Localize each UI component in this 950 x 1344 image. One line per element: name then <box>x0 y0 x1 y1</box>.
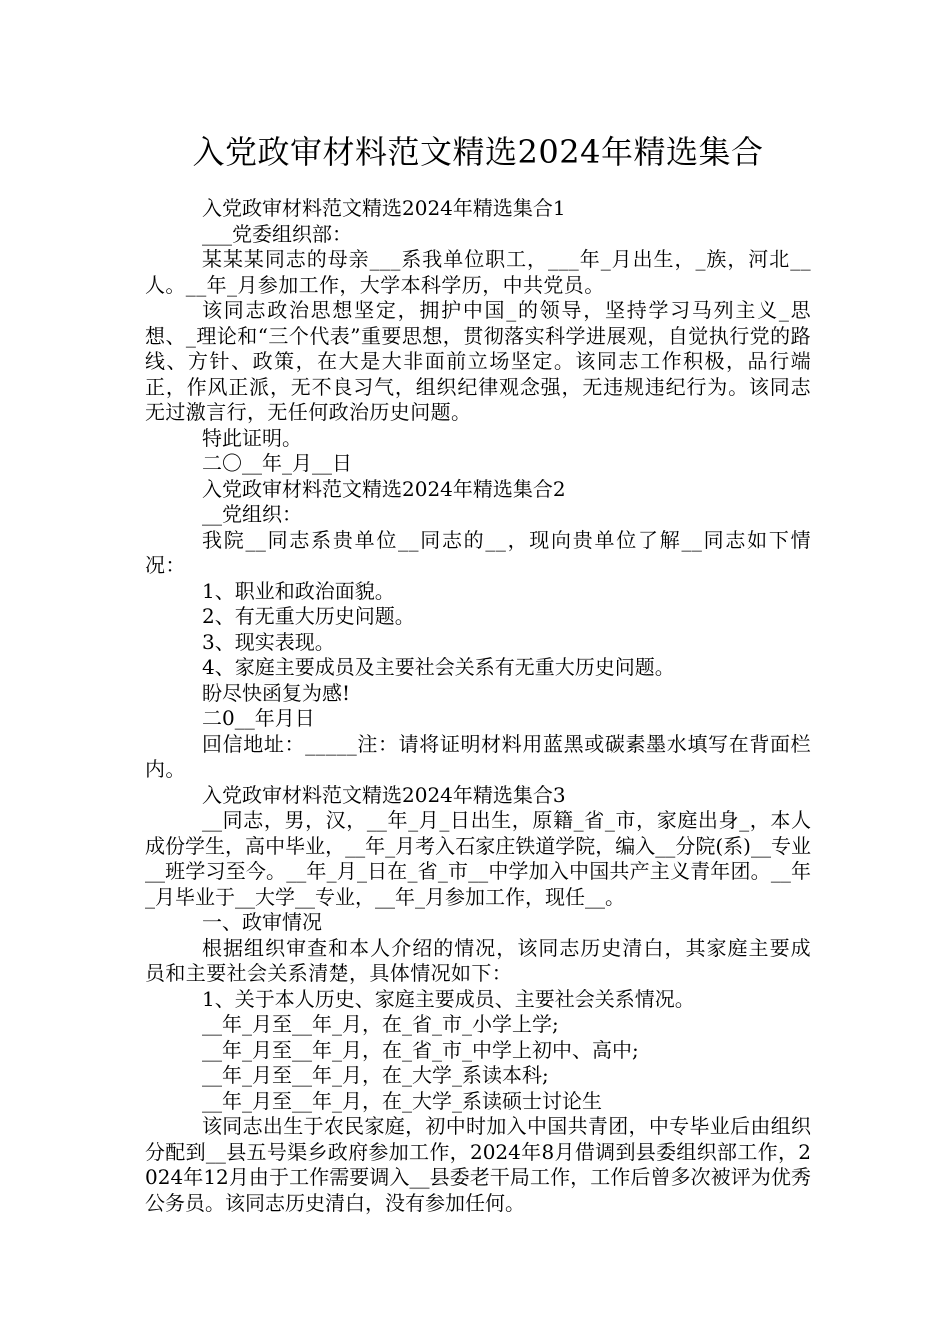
body-paragraph: __同志，男，汉，__年_月_日出生，原籍_省_市，家庭出身_，本人成份学生，高中毕业，__年_月考入石家庄铁道学院，编入__分院(系)__专业__班学习至今。__年_月_日在_省_市__中学加入中国共产主义青年团。__年_月毕业于__大学__专业，__年_月参加工作，现任__。 <box>145 808 811 909</box>
body-paragraph: 该同志出生于农民家庭，初中时加入中国共青团，中专毕业后由组织分配到__县五号渠乡政府参加工作，2024年8月借调到县委组织部工作，2024年12月由于工作需要调入__县委老干局工作，工作后曾多次被评为优秀公务员。该同志历史清白，没有参加任何。 <box>145 1114 811 1215</box>
section-heading-3: 入党政审材料范文精选2024年精选集合3 <box>202 782 566 807</box>
section-heading-1: 入党政审材料范文精选2024年精选集合1 <box>202 196 566 220</box>
list-item: 1、关于本人历史、家庭主要成员、主要社会关系情况。 <box>202 986 695 1011</box>
history-line: __年_月至__年_月，在_大学_系读硕士讨论生 <box>202 1088 602 1113</box>
closing-line: 特此证明。 <box>202 425 302 450</box>
document-title: 入党政审材料范文精选2024年精选集合 <box>192 133 764 171</box>
list-item: 3、现实表现。 <box>202 629 335 654</box>
list-item: 4、家庭主要成员及主要社会关系有无重大历史问题。 <box>202 655 675 679</box>
history-line: __年_月至__年_月，在_省_市_小学上学; <box>202 1012 559 1036</box>
date-line: 二0__年月日 <box>202 706 315 730</box>
history-line: __年_月至__年_月，在_省_市_中学上初中、高中; <box>202 1037 639 1062</box>
closing-line: 盼尽快函复为感! <box>202 680 351 705</box>
body-paragraph: 某某某同志的母亲___系我单位职工，___年_月出生，_族，河北__人。__年_月参加工作，大学本科学历，中共党员。 <box>145 247 811 297</box>
section-heading-2: 入党政审材料范文精选2024年精选集合2 <box>202 476 566 501</box>
addressee-line: ___党委组织部： <box>202 221 352 246</box>
addressee-line: __党组织： <box>202 502 302 526</box>
document-page <box>145 0 811 1216</box>
body-paragraph: 根据组织审查和本人介绍的情况，该同志历史清白，其家庭主要成员和主要社会关系清楚，具体情况如下： <box>145 935 811 985</box>
return-address-note: 回信地址：_____注：请将证明材料用蓝黑或碳素墨水填写在背面栏内。 <box>145 731 811 781</box>
history-line: __年_月至__年_月，在_大学_系读本科; <box>202 1063 549 1087</box>
subsection-heading: 一、政审情况 <box>202 910 322 934</box>
list-item: 1、职业和政治面貌。 <box>202 578 395 603</box>
body-paragraph: 我院__同志系贵单位__同志的__，现向贵单位了解__同志如下情况： <box>145 527 811 577</box>
list-item: 2、有无重大历史问题。 <box>202 604 415 628</box>
document-body <box>145 196 811 1216</box>
body-paragraph: 该同志政治思想坚定，拥护中国_的领导，坚持学习马列主义_思想、_理论和“三个代表”重要思想，贯彻落实科学进展观，自觉执行党的路线、方针、政策，在大是大非面前立场坚定。该同志工作积极，品行端正，作风正派，无不良习气，组织纪律观念强，无违规违纪行为。该同志无过激言行，无任何政治历史问题。 <box>145 298 811 424</box>
date-line: 二〇__年_月__日 <box>202 451 352 475</box>
